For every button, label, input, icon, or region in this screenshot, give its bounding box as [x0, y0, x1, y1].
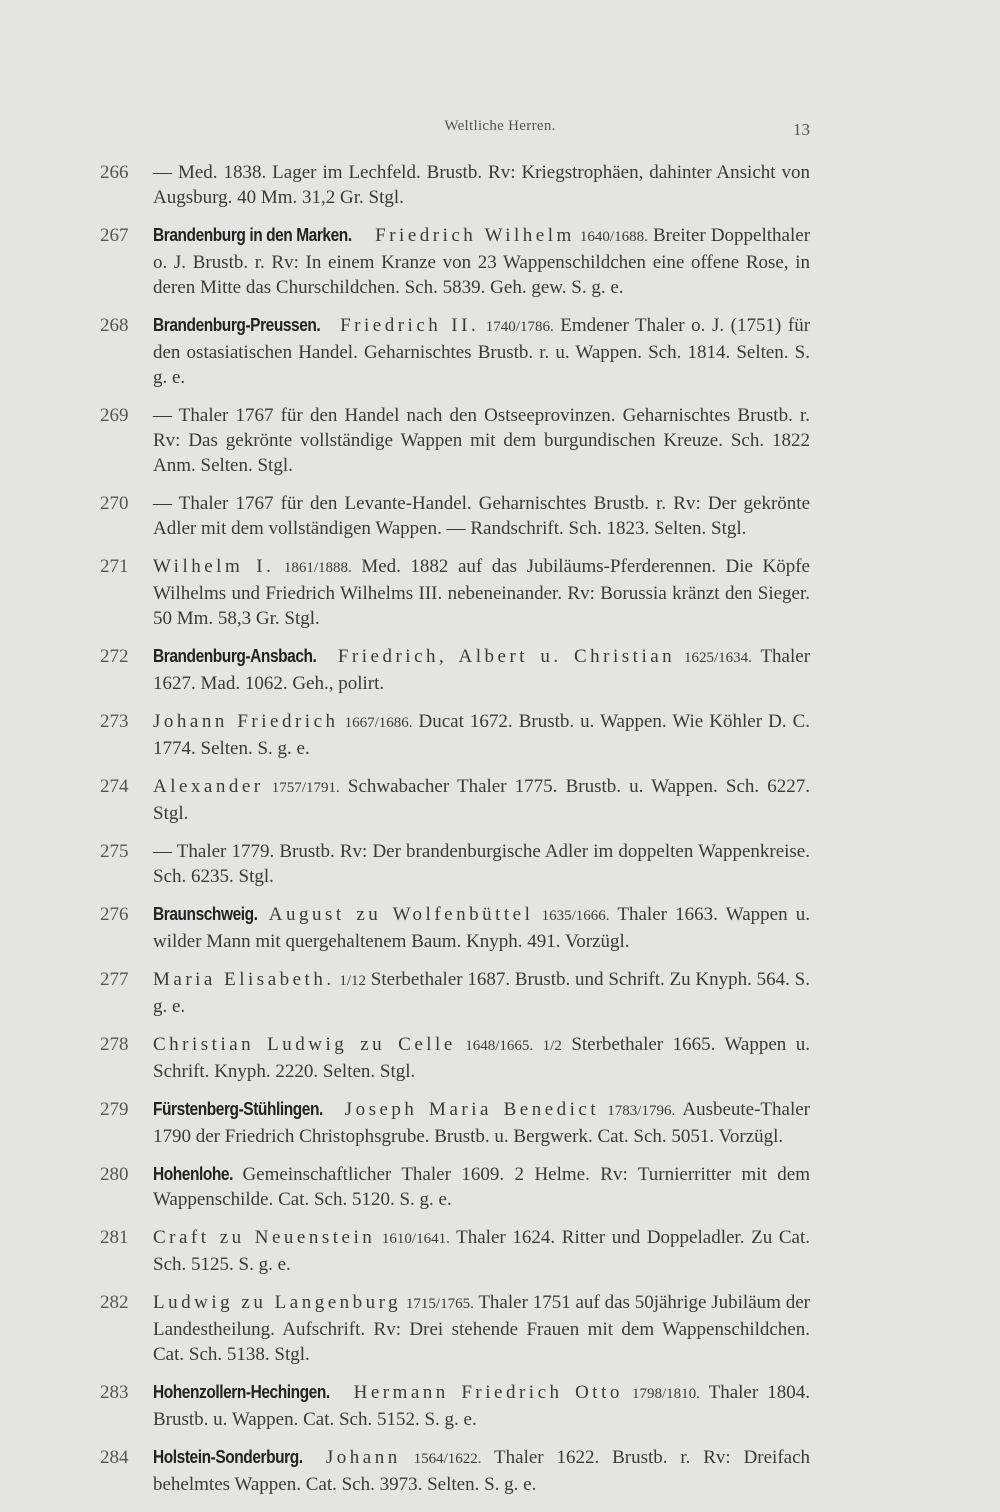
catalogue-entry: [100, 967, 810, 1019]
entry-text: [153, 554, 810, 631]
entry-number: 282: [100, 1292, 129, 1313]
entry-text: [153, 1162, 810, 1212]
entry-ruler: Friedrich Wilhelm: [375, 225, 575, 246]
catalogue-entry: [100, 223, 810, 300]
entry-ruler: Christian Ludwig zu Celle: [153, 1034, 456, 1055]
entry-description: Ducat 1672. Brustb. u. Wappen. Wie Köhler D. C. 1774. Selten. S. g. e.: [153, 711, 811, 759]
entry-ruler: Wilhelm I.: [153, 556, 275, 577]
entry-text: [153, 709, 810, 761]
entry-text: [153, 1445, 810, 1497]
catalogue-entry: [100, 839, 810, 889]
entry-number: 271: [100, 556, 129, 577]
entry-number: 268: [100, 315, 129, 336]
catalogue-entry: [100, 774, 810, 826]
entry-reign-dates: 1640/1688.: [579, 229, 648, 245]
entry-number: 281: [100, 1227, 129, 1248]
entry-number: 275: [100, 841, 129, 862]
running-head: Weltliche Herren.: [444, 118, 556, 134]
entry-description: Med. 1882 auf das Jubiläums-Pferderennen. Die Köpfe Wilhelms und Friedrich Wilhelms III. nebeneinander. Rv: Borussia kränzt den Sieger. 50 Mm. 58,3 Gr. Stgl.: [153, 556, 810, 629]
entry-description: — Thaler 1779. Brustb. Rv: Der brandenburgische Adler im doppelten Wappenkreise. Sch. 6235. Stgl.: [153, 841, 810, 887]
entry-fraction: 1/12: [339, 973, 367, 989]
entry-reign-dates: 1625/1634.: [684, 650, 752, 666]
entry-ruler: Craft zu Neuenstein: [153, 1227, 376, 1248]
entry-ruler: Hermann Friedrich Otto: [353, 1382, 623, 1403]
entry-number: 267: [100, 225, 129, 246]
entry-ruler: Johann Friedrich: [153, 711, 339, 732]
entry-description: Thaler 1627. Mad. 1062. Geh., polirt.: [153, 646, 811, 694]
entry-text: [153, 1032, 810, 1084]
entry-number: 272: [100, 646, 129, 667]
catalogue-entries: [100, 160, 810, 1510]
catalogue-entry: [100, 644, 810, 696]
entry-ruler: August zu Wolfenbüttel: [268, 904, 534, 925]
entry-heading: Hohenzollern-Hechingen.: [153, 1382, 330, 1402]
entry-heading: Brandenburg-Ansbach.: [153, 646, 317, 666]
entry-number: 277: [100, 969, 129, 990]
catalogue-entry: [100, 1445, 810, 1497]
entry-description: Gemeinschaftlicher Thaler 1609. 2 Helme. Rv: Turnierritter mit dem Wappenschilde. Cat. Sch. 5120. S. g. e.: [153, 1164, 811, 1210]
entry-description: Thaler 1622. Brustb. r. Rv: Dreifach behelmtes Wappen. Cat. Sch. 3973. Selten. S. g. e.: [153, 1447, 811, 1495]
entry-reign-dates: 1610/1641.: [381, 1231, 450, 1247]
entry-description: Thaler 1663. Wappen u. wilder Mann mit quergehaltenem Baum. Knyph. 491. Vorzügl.: [153, 904, 811, 952]
entry-ruler: Friedrich II.: [340, 315, 480, 336]
entry-text: [153, 774, 810, 826]
entry-number: 284: [100, 1447, 129, 1468]
entry-ruler: Johann: [325, 1447, 401, 1468]
entry-reign-dates: 1564/1622.: [413, 1451, 482, 1467]
entry-ruler: Maria Elisabeth.: [153, 969, 335, 990]
entry-text: [153, 839, 810, 889]
entry-text: [153, 1380, 810, 1432]
catalogue-entry: [100, 160, 810, 210]
entry-description: Sterbethaler 1687. Brustb. und Schrift. Zu Knyph. 564. S. g. e.: [153, 969, 810, 1017]
entry-reign-dates: 1798/1810.: [631, 1386, 700, 1402]
entry-number: 280: [100, 1164, 129, 1185]
entry-number: 274: [100, 776, 129, 797]
entry-number: 283: [100, 1382, 129, 1403]
entry-description: Emdener Thaler o. J. (1751) für den ostasiatischen Handel. Geharnischtes Brustb. r. u. Wappen. Sch. 1814. Selten. S. g. e.: [153, 315, 811, 388]
entry-reign-dates: 1635/1666.: [541, 908, 610, 924]
catalogue-entry: [100, 1380, 810, 1432]
entry-description: — Med. 1838. Lager im Lechfeld. Brustb. Rv: Kriegstrophäen, dahinter Ansicht von Augsburg. 40 Mm. 31,2 Gr. Stgl.: [153, 162, 810, 208]
entry-reign-dates: 1861/1888.: [283, 560, 352, 576]
entry-text: [153, 491, 810, 541]
entry-reign-dates: 1667/1686.: [344, 715, 413, 731]
entry-reign-dates: 1715/1765.: [405, 1296, 474, 1312]
entry-reign-dates: 1757/1791.: [271, 780, 340, 796]
entry-text: [153, 313, 810, 390]
entry-ruler: Alexander: [153, 776, 264, 797]
entry-number: 278: [100, 1034, 129, 1055]
entry-description: — Thaler 1767 für den Handel nach den Ostseeprovinzen. Geharnischtes Brustb. r. Rv: Das gekrönte vollständige Wappen mit dem burgundischen Kreuze. Sch. 1822 Anm. Selten. Stgl.: [153, 405, 810, 476]
entry-text: [153, 223, 810, 300]
entry-description: Sterbethaler 1665. Wappen u. Schrift. Knyph. 2220. Selten. Stgl.: [153, 1034, 810, 1082]
catalogue-entry: [100, 1097, 810, 1149]
entry-description: Thaler 1751 auf das 50jährige Jubiläum der Landestheilung. Aufschrift. Rv: Drei stehende Frauen mit dem Wappenschildchen. Cat. Sch. 5138. Stgl.: [153, 1292, 810, 1365]
catalogue-entry: [100, 1290, 810, 1367]
entry-reign-dates: 1740/1786.: [485, 319, 554, 335]
entry-number: 276: [100, 904, 129, 925]
entry-description: Schwabacher Thaler 1775. Brustb. u. Wappen. Sch. 6227. Stgl.: [153, 776, 811, 824]
catalogue-entry: [100, 1225, 810, 1277]
entry-text: [153, 1225, 810, 1277]
entry-heading: Braunschweig.: [153, 904, 258, 924]
catalogue-entry: [100, 554, 810, 631]
entry-number: 270: [100, 493, 129, 514]
entry-number: 266: [100, 162, 129, 183]
entry-ruler: Friedrich, Albert u. Christian: [337, 646, 676, 667]
catalogue-entry: [100, 1032, 810, 1084]
page-number: 13: [793, 120, 810, 139]
entry-ruler: Joseph Maria Benedict: [344, 1099, 600, 1120]
catalogue-entry: [100, 403, 810, 478]
entry-text: [153, 403, 810, 478]
entry-description: Thaler 1804. Brustb. u. Wappen. Cat. Sch. 5152. S. g. e.: [153, 1382, 810, 1430]
entry-text: [153, 160, 810, 210]
catalogue-entry: [100, 313, 810, 390]
entry-heading: Hohenlohe.: [153, 1164, 233, 1184]
entry-heading: Brandenburg-Preussen.: [153, 315, 321, 335]
entry-description: Ausbeute-Thaler 1790 der Friedrich Christophsgrube. Brustb. u. Bergwerk. Cat. Sch. 5051. Vorzügl.: [153, 1099, 811, 1147]
entry-number: 273: [100, 711, 129, 732]
entry-text: [153, 1097, 810, 1149]
entry-text: [153, 1290, 810, 1367]
entry-heading: Fürstenberg-Stühlingen.: [153, 1099, 323, 1119]
entry-number: 269: [100, 405, 129, 426]
entry-heading: Holstein-Sonderburg.: [153, 1447, 303, 1467]
entry-ruler: Ludwig zu Langenburg: [153, 1292, 402, 1313]
catalogue-entry: [100, 1162, 810, 1212]
entry-heading: Brandenburg in den Marken.: [153, 225, 352, 245]
entry-description: Thaler 1624. Ritter und Doppeladler. Zu Cat. Sch. 5125. S. g. e.: [153, 1227, 810, 1275]
catalogue-entry: [100, 902, 810, 954]
entry-reign-dates: 1783/1796.: [607, 1103, 676, 1119]
entry-text: [153, 644, 810, 696]
entry-description: — Thaler 1767 für den Levante-Handel. Geharnischtes Brustb. r. Rv: Der gekrönte Adler mit dem vollständigen Wappen. — Randschrift. Sch. 1823. Selten. Stgl.: [153, 493, 810, 539]
entry-reign-dates: 1648/1665.: [465, 1038, 534, 1054]
entry-text: [153, 902, 810, 954]
entry-text: [153, 967, 810, 1019]
catalogue-entry: [100, 709, 810, 761]
catalogue-entry: [100, 491, 810, 541]
entry-number: 279: [100, 1099, 129, 1120]
entry-fraction: 1/2: [542, 1038, 562, 1054]
entry-description: Breiter Doppelthaler o. J. Brustb. r. Rv: In einem Kranze von 23 Wappenschildchen eine offene Rose, in deren Mitte das Churschildchen. Sch. 5839. Geh. gew. S. g. e.: [153, 225, 811, 298]
